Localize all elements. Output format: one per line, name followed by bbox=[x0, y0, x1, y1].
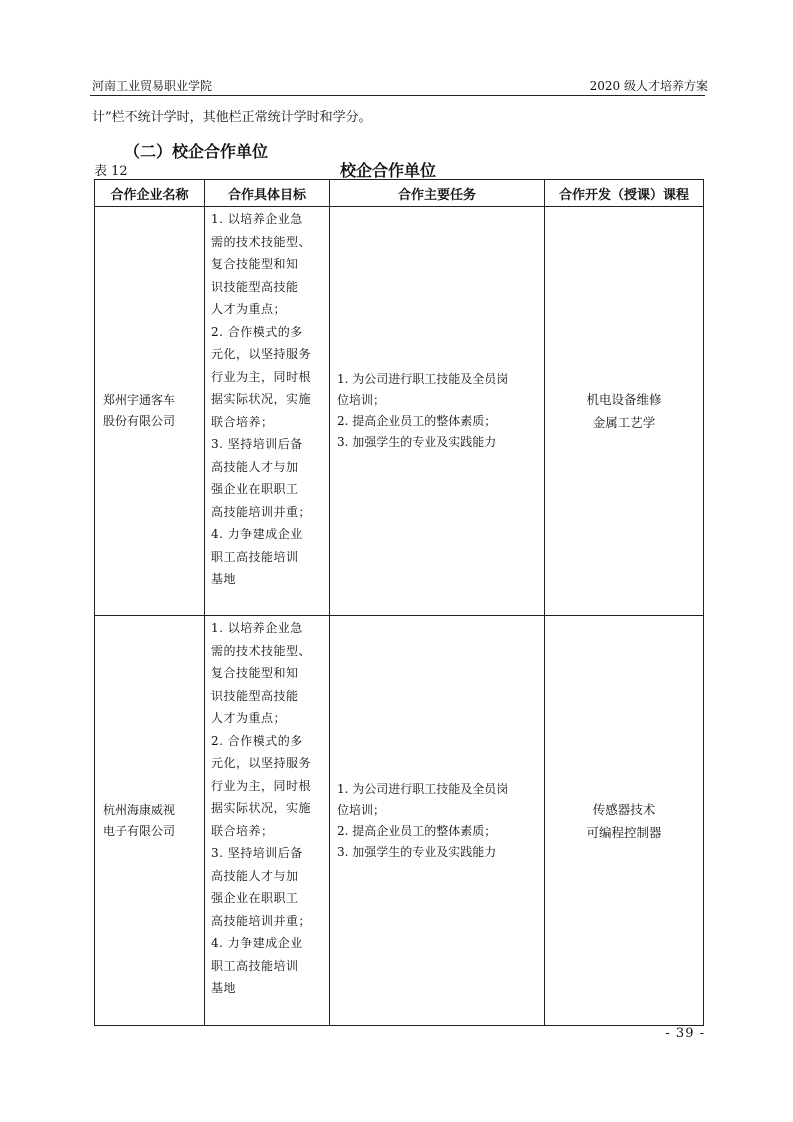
goals-line: 据实际状况，实施 bbox=[211, 392, 312, 406]
goals-line: 高技能人才与加 bbox=[211, 868, 299, 883]
company-line: 郑州宇通客车 bbox=[103, 393, 176, 407]
goals-line: 复合技能型和知 bbox=[211, 666, 299, 680]
column-header-tasks: 合作主要任务 bbox=[330, 180, 545, 207]
goals-line: 人才为重点； bbox=[211, 302, 287, 316]
table-row bbox=[95, 616, 704, 1026]
goals-line: 高技能培训并重； bbox=[211, 913, 312, 928]
tasks-line: 1. 为公司进行职工技能及全员岗 bbox=[337, 781, 509, 796]
section-heading: （二）校企合作单位 bbox=[124, 142, 269, 161]
column-header-company: 合作企业名称 bbox=[95, 180, 205, 207]
tasks-line: 位培训； bbox=[337, 802, 386, 817]
company-line: 杭州海康威视 bbox=[103, 802, 176, 817]
goals-line: 1. 以培养企业急 bbox=[211, 621, 303, 635]
tasks-line: 位培训； bbox=[337, 393, 386, 407]
cooperation-table bbox=[94, 179, 704, 1026]
tasks-line: 3. 加强学生的专业及实践能力 bbox=[337, 435, 497, 449]
company-line: 电子有限公司 bbox=[103, 823, 176, 838]
goals-line: 识技能型高技能 bbox=[211, 279, 299, 294]
goals-line: 联合培养； bbox=[211, 414, 274, 429]
table-header-row bbox=[95, 180, 704, 207]
goals-line: 3. 坚持培训后备 bbox=[211, 437, 303, 451]
goals-line: 需的技术技能型、 bbox=[211, 234, 312, 249]
header-document-title: 2020 级人才培养方案 bbox=[589, 79, 708, 93]
goals-line: 4. 力争建成企业 bbox=[211, 527, 303, 541]
goals-line: 高技能培训并重； bbox=[211, 504, 312, 519]
courses-cell bbox=[545, 616, 704, 1026]
header-divider bbox=[90, 95, 705, 96]
tasks-line: 2. 提高企业员工的整体素质； bbox=[337, 823, 497, 838]
goals-line: 行业为主，同时根 bbox=[211, 778, 312, 793]
intro-paragraph: 计”栏不统计学时，其他栏正常统计学时和学分。 bbox=[92, 110, 372, 125]
tasks-line: 2. 提高企业员工的整体素质； bbox=[337, 414, 497, 428]
courses-line: 金属工艺学 bbox=[592, 415, 656, 430]
goals-line: 1. 以培养企业急 bbox=[211, 212, 303, 226]
courses-line: 可编程控制器 bbox=[586, 824, 662, 840]
goals-line: 元化，以坚持服务 bbox=[211, 347, 312, 361]
company-line: 股份有限公司 bbox=[103, 414, 176, 428]
table-label: 表 12 bbox=[94, 164, 128, 179]
courses-cell bbox=[545, 207, 704, 616]
courses-line: 传感器技术 bbox=[592, 801, 656, 817]
goals-line: 行业为主，同时根 bbox=[211, 369, 312, 384]
column-header-courses: 合作开发（授课）课程 bbox=[545, 180, 704, 207]
tasks-line: 3. 加强学生的专业及实践能力 bbox=[337, 844, 497, 859]
goals-line: 基地 bbox=[211, 981, 237, 995]
goals-line: 基地 bbox=[211, 572, 237, 586]
goals-line: 复合技能型和知 bbox=[211, 257, 299, 271]
page-number: - 39 - bbox=[665, 1026, 705, 1041]
company-cell bbox=[95, 207, 205, 616]
goals-cell bbox=[205, 207, 330, 616]
goals-line: 2. 合作模式的多 bbox=[211, 733, 303, 748]
tasks-cell bbox=[330, 616, 545, 1026]
tasks-cell bbox=[330, 207, 545, 616]
header-school-name: 河南工业贸易职业学院 bbox=[92, 79, 213, 93]
goals-line: 3. 坚持培训后备 bbox=[211, 846, 303, 860]
goals-cell bbox=[205, 616, 330, 1026]
goals-line: 2. 合作模式的多 bbox=[211, 324, 303, 339]
goals-line: 识技能型高技能 bbox=[211, 688, 299, 703]
goals-line: 高技能人才与加 bbox=[211, 459, 299, 474]
goals-line: 职工高技能培训 bbox=[211, 549, 299, 564]
goals-line: 联合培养； bbox=[211, 823, 274, 838]
column-header-goals: 合作具体目标 bbox=[205, 180, 330, 207]
goals-line: 人才为重点； bbox=[211, 711, 287, 725]
table-title: 校企合作单位 bbox=[340, 161, 437, 180]
goals-line: 职工高技能培训 bbox=[211, 958, 299, 973]
goals-line: 强企业在职职工 bbox=[211, 891, 299, 905]
table-row bbox=[95, 207, 704, 616]
goals-line: 元化，以坚持服务 bbox=[211, 756, 312, 770]
goals-line: 据实际状况，实施 bbox=[211, 801, 312, 815]
goals-line: 强企业在职职工 bbox=[211, 482, 299, 496]
goals-line: 4. 力争建成企业 bbox=[211, 936, 303, 950]
goals-line: 需的技术技能型、 bbox=[211, 643, 312, 658]
company-cell bbox=[95, 616, 205, 1026]
tasks-line: 1. 为公司进行职工技能及全员岗 bbox=[337, 372, 509, 386]
courses-line: 机电设备维修 bbox=[586, 392, 662, 407]
